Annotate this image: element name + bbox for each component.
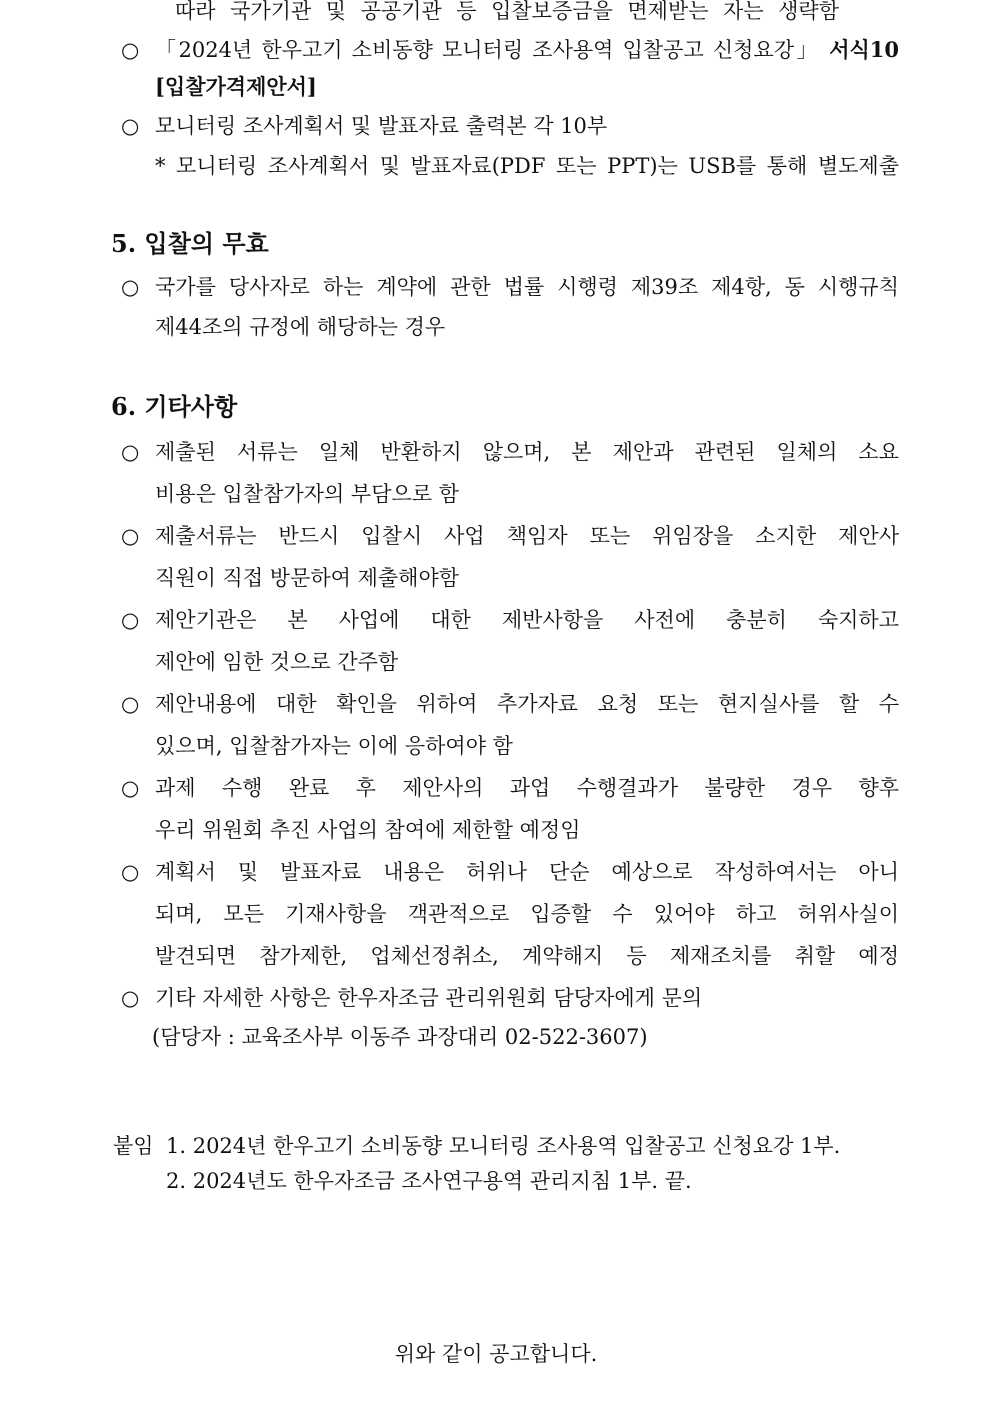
submission-item-1-form-name: [입찰가격제안서] — [155, 74, 317, 99]
circle-bullet-icon: ○ — [121, 776, 140, 800]
section-6-title: 6. 기타사항 — [111, 392, 238, 421]
section-6-item-4-cont: 있으며, 입찰참가자는 이에 응하여야 함 — [155, 734, 513, 758]
section-5-item-1-cont: 제44조의 규정에 해당하는 경우 — [155, 315, 446, 339]
submission-item-2-text: 모니터링 조사계획서 및 발표자료 출력본 각 10부 — [155, 114, 608, 138]
form-number: 서식10 — [829, 37, 899, 62]
circle-bullet-icon: ○ — [121, 275, 140, 299]
attachment-item-2: 2. 2024년도 한우자조금 조사연구용역 관리지침 1부. 끝. — [166, 1169, 692, 1193]
circle-bullet-icon: ○ — [121, 114, 140, 138]
section-6-item-1-cont: 비용은 입찰참가자의 부담으로 함 — [155, 482, 460, 506]
submission-item-1-text: 「2024년 한우고기 소비동향 모니터링 조사용역 입찰공고 신청요강」 — [155, 38, 821, 62]
attachment-item-1: 1. 2024년 한우고기 소비동향 모니터링 조사용역 입찰공고 신청요강 1부. — [166, 1134, 841, 1158]
section-6-item-5-cont: 우리 위원회 추진 사업의 참여에 제한할 예정임 — [155, 818, 581, 842]
section-6-item-6-cont-2: 발견되면 참가제한, 업체선정취소, 계약해지 등 제재조치를 취할 예정 — [155, 944, 899, 968]
circle-bullet-icon: ○ — [121, 608, 140, 632]
circle-bullet-icon: ○ — [121, 38, 140, 62]
circle-bullet-icon: ○ — [121, 986, 140, 1010]
section-5-title: 5. 입찰의 무효 — [111, 229, 269, 258]
closing-statement: 위와 같이 공고합니다. — [394, 1342, 598, 1366]
section-6-item-6-cont-1: 되며, 모든 기재사항을 객관적으로 입증할 수 있어야 하고 허위사실이 — [155, 902, 899, 926]
attachment-label: 붙임 — [113, 1134, 154, 1158]
section-6-item-3-cont: 제안에 임한 것으로 간주함 — [155, 650, 399, 674]
submission-item-2-note: * 모니터링 조사계획서 및 발표자료(PDF 또는 PPT)는 USB를 통해 별도제출 — [155, 154, 899, 178]
top-continuation-line: 따라 국가기관 및 공공기관 등 입찰보증금을 면제받는 자는 생략함 — [175, 0, 839, 23]
circle-bullet-icon: ○ — [121, 440, 140, 464]
circle-bullet-icon: ○ — [121, 524, 140, 548]
circle-bullet-icon: ○ — [121, 692, 140, 716]
contact-person: (담당자 : 교육조사부 이동주 과장대리 02-522-3607) — [152, 1025, 648, 1049]
section-6-item-2-cont: 직원이 직접 방문하여 제출해야함 — [155, 566, 460, 590]
circle-bullet-icon: ○ — [121, 860, 140, 884]
